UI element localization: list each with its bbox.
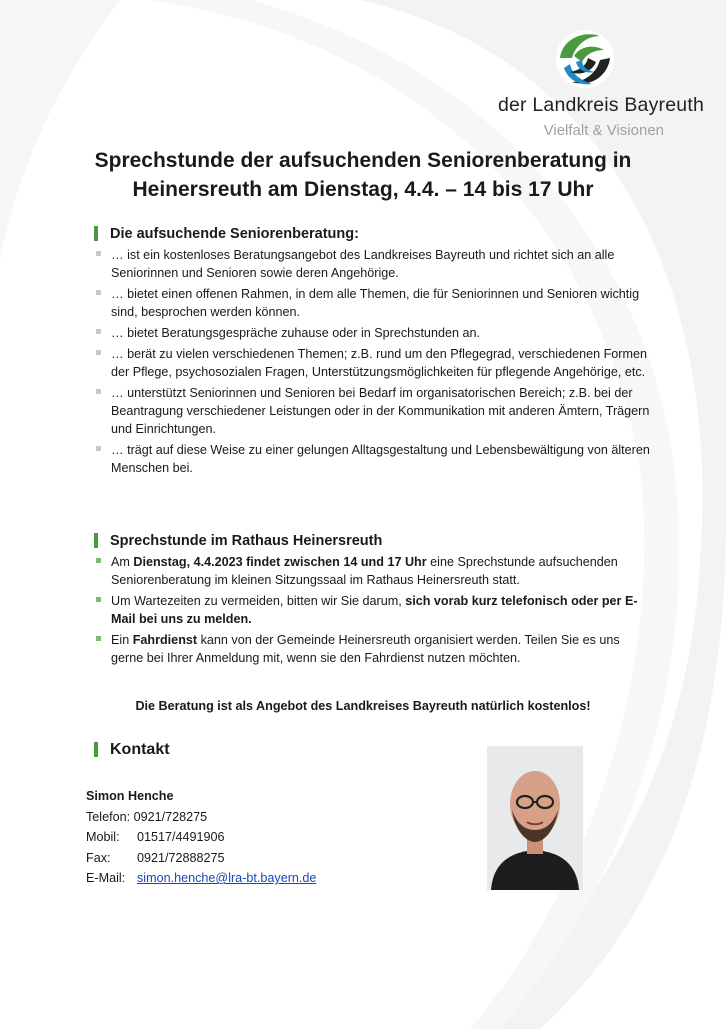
phone-label: Telefon: xyxy=(86,809,131,824)
title-line-2: Heinersreuth am Dienstag, 4.4. – 14 bis 17 Uhr xyxy=(132,178,594,201)
mobile-label: Mobil: xyxy=(86,830,120,844)
free-of-charge-note: Die Beratung ist als Angebot des Landkreises Bayreuth natürlich kostenlos! xyxy=(135,699,591,713)
section-sprechstunde xyxy=(92,531,652,670)
section-seniorenberatung xyxy=(92,224,652,480)
contact-mobile-row xyxy=(86,827,406,848)
fax-label: Fax: xyxy=(86,850,111,865)
email-label: E-Mail: xyxy=(86,871,126,885)
contact-details xyxy=(86,786,406,889)
section-heading: Sprechstunde im Rathaus Heinersreuth xyxy=(92,531,652,551)
section-heading: Kontakt xyxy=(92,740,652,760)
page-title xyxy=(40,146,686,204)
list-item: … berät zu vielen verschiedenen Themen; z.B. rund um den Pflegegrad, verschiedenen Formen der Pflege, psychosozialen Fragen, Unterstützungsmöglichkeiten für pflegende Angehörige, etc. xyxy=(92,345,652,381)
section-heading: Die aufsuchende Seniorenberatung: xyxy=(92,224,652,244)
mobile-value: 01517/4491906 xyxy=(137,830,225,844)
list-item: … bietet einen offenen Rahmen, in dem alle Themen, die für Seniorinnen und Senioren wichtig sind, besprochen werden können. xyxy=(92,285,652,321)
bullet-list xyxy=(92,553,652,667)
list-item: Ein Fahrdienst kann von der Gemeinde Heinersreuth organisiert werden. Teilen Sie es uns gerne bei Ihrer Anmeldung mit, wenn sie den Fahrdienst nutzen möchten. xyxy=(92,631,652,667)
title-line-1: Sprechstunde der aufsuchenden Seniorenberatung in xyxy=(94,149,632,172)
list-item: … unterstützt Seniorinnen und Senioren bei Bedarf im organisatorischen Bereich; z.B. bei der Beantragung verschiedener Leistungen oder in der Kommunikation mit anderen Ämtern, Trägern und Einrichtungen. xyxy=(92,384,652,438)
contact-fax-row xyxy=(86,848,406,869)
list-item: Am Dienstag, 4.4.2023 findet zwischen 14 und 17 Uhr eine Sprechstunde aufsuchenden Seniorenberatung im kleinen Sitzungssaal im Rathaus Heinersreuth statt. xyxy=(92,553,652,589)
logo-name: der Landkreis Bayreuth xyxy=(497,94,704,116)
contact-phone-row xyxy=(86,807,406,828)
logo-tagline: Vielfalt & Visionen xyxy=(543,122,664,139)
list-item: Um Wartezeiten zu vermeiden, bitten wir Sie darum, sich vorab kurz telefonisch oder per E-Mail bei uns zu melden. xyxy=(92,592,652,628)
landkreis-logo-icon xyxy=(554,28,616,90)
contact-photo xyxy=(487,746,583,890)
fax-value: 0921/72888275 xyxy=(137,850,225,865)
contact-email-row xyxy=(86,868,406,889)
list-item: … bietet Beratungsgespräche zuhause oder in Sprechstunden an. xyxy=(92,324,652,342)
list-item: … ist ein kostenloses Beratungsangebot des Landkreises Bayreuth und richtet sich an alle Seniorinnen und Senioren sowie deren Angehörige. xyxy=(92,246,652,282)
phone-value: 0921/728275 xyxy=(133,809,208,824)
bullet-list xyxy=(92,246,652,477)
email-link[interactable]: simon.henche@lra-bt.bayern.de xyxy=(137,871,317,885)
list-item: … trägt auf diese Weise zu einer gelungen Alltagsgestaltung und Lebensbewältigung von älteren Menschen bei. xyxy=(92,441,652,477)
contact-name: Simon Henche xyxy=(86,789,174,803)
